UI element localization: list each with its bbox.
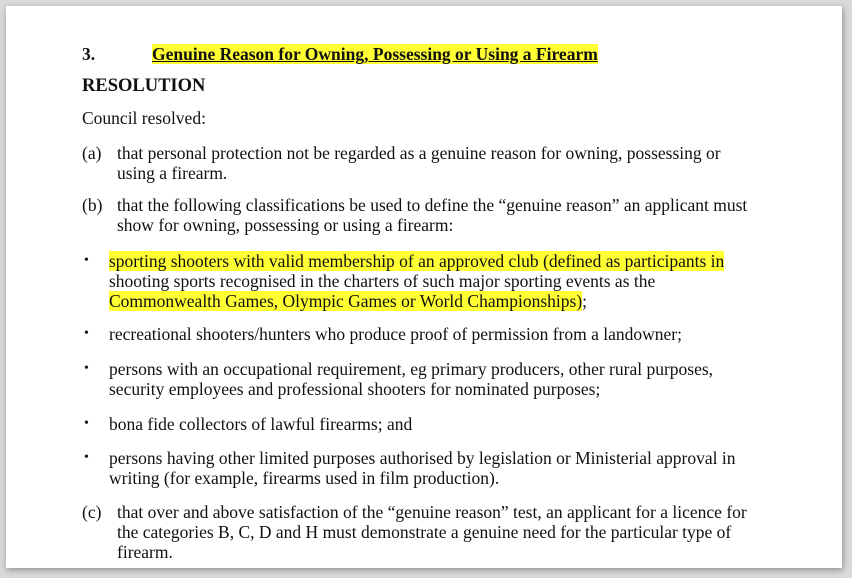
bullet-2-line: recreational shooters/hunters who produce proof of permission from a landowner; bbox=[109, 324, 682, 344]
item-a-line: that personal protection not be regarded as a genuine reason for owning, possessing or bbox=[117, 143, 721, 163]
document-body bbox=[6, 6, 842, 568]
bullet-icon: • bbox=[84, 326, 89, 341]
item-b-line: show for owning, possessing or using a firearm: bbox=[117, 215, 454, 235]
bullet-5-line: persons having other limited purposes authorised by legislation or Ministerial approval in bbox=[109, 448, 736, 468]
bullet-1-line: sporting shooters with valid membership of an approved club (defined as participants in bbox=[109, 251, 725, 271]
bullet-5-line: writing (for example, firearms used in film production). bbox=[109, 468, 500, 488]
item-a-line: using a firearm. bbox=[117, 163, 228, 183]
document-page bbox=[6, 6, 842, 568]
intro-text: Council resolved: bbox=[82, 108, 206, 128]
bullet-icon: • bbox=[84, 416, 89, 431]
bullet-icon: • bbox=[84, 450, 89, 465]
bullet-1-line bbox=[109, 291, 587, 311]
item-c-line: the categories B, C, D and H must demonstrate a genuine need for the particular type of bbox=[117, 522, 732, 542]
section-title: Genuine Reason for Owning, Possessing or Using a Firearm bbox=[152, 44, 598, 64]
section-number: 3. bbox=[82, 44, 96, 64]
bullet-1-tail: ; bbox=[582, 291, 588, 311]
bullet-3-line: security employees and professional shooters for nominated purposes; bbox=[109, 379, 601, 399]
item-b-label: (b) bbox=[82, 195, 103, 215]
bullet-icon: • bbox=[84, 361, 89, 376]
item-c-line: that over and above satisfaction of the “genuine reason” test, an applicant for a licence for bbox=[117, 502, 747, 522]
item-b-line: that the following classifications be used to define the “genuine reason” an applicant must bbox=[117, 195, 748, 215]
resolution-label: RESOLUTION bbox=[82, 76, 206, 96]
bullet-icon: • bbox=[84, 253, 89, 268]
bullet-3-line: persons with an occupational requirement, eg primary producers, other rural purposes, bbox=[109, 359, 714, 379]
bullet-1-highlight: Commonwealth Games, Olympic Games or World Championships) bbox=[109, 291, 583, 311]
item-c-label: (c) bbox=[82, 502, 102, 522]
item-c-line: firearm. bbox=[117, 542, 173, 562]
bullet-1-line: shooting sports recognised in the charters of such major sporting events as the bbox=[109, 271, 656, 291]
bullet-4-line: bona fide collectors of lawful firearms; and bbox=[109, 414, 413, 434]
item-a-label: (a) bbox=[82, 143, 102, 163]
